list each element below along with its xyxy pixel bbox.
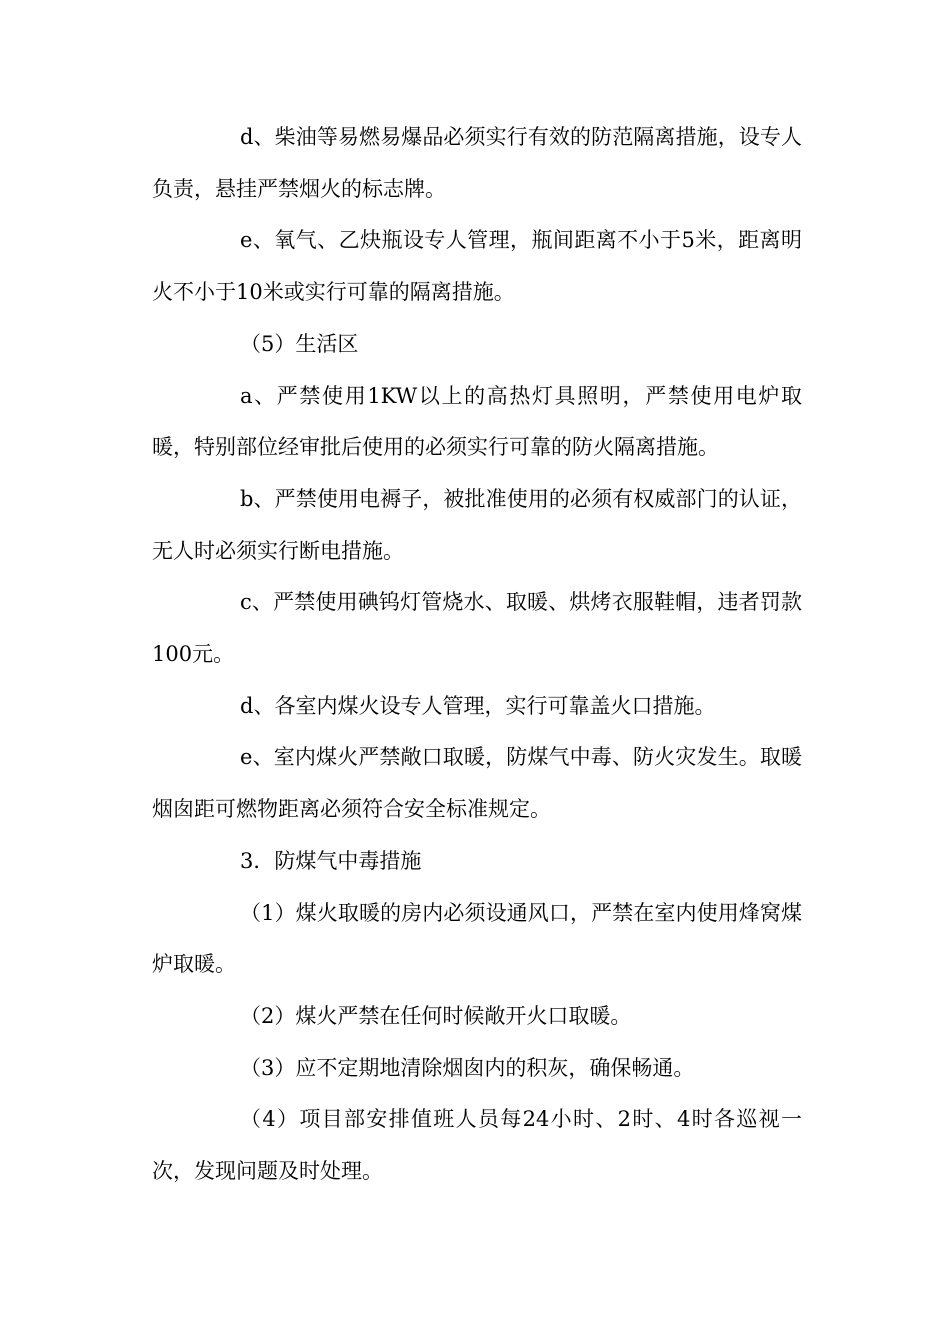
paragraph-electric-blanket: b、严禁使用电褥子，被批准使用的必须有权威部门的认证，无人时必须实行断电措施。	[152, 486, 802, 563]
paragraph-ventilation: （1）煤火取暖的房内必须设通风口，严禁在室内使用烽窝煤炉取暖。	[152, 900, 802, 977]
paragraph-diesel-isolation: d、柴油等易燃易爆品必须实行有效的防范隔离措施，设专人负责，悬挂严禁烟火的标志牌。	[152, 125, 802, 201]
document-body	[152, 112, 802, 1198]
paragraph-coal-fire-management: d、各室内煤火设专人管理，实行可靠盖火口措施。	[240, 693, 716, 718]
paragraph-open-coal-fire-ban: e、室内煤火严禁敞口取暖，防煤气中毒、防火灾发生。取暖烟囱距可燃物距离必须符合安全标准规定。	[152, 745, 802, 822]
section-heading-living-area: （5）生活区	[240, 331, 359, 356]
paragraph-oxygen-acetylene: e、氧气、乙炔瓶设专人管理，瓶间距离不小于5米，距离明火不小于10米或实行可靠的隔离措施。	[152, 228, 802, 305]
paragraph-fire-opening-ban: （2）煤火严禁在任何时候敞开火口取暖。	[240, 1003, 632, 1028]
section-heading-gas-poisoning: 3．防煤气中毒措施	[240, 848, 422, 873]
paragraph-chimney-cleaning: （3）应不定期地清除烟囱内的积灰，确保畅通。	[240, 1055, 695, 1080]
paragraph-lamp-heater-ban: a、严禁使用1KW以上的高热灯具照明，严禁使用电炉取暖，特别部位经审批后使用的必须实行可靠的防火隔离措施。	[152, 383, 802, 460]
paragraph-iodine-tungsten-lamp: c、严禁使用碘钨灯管烧水、取暖、烘烤衣服鞋帽，违者罚款100元。	[152, 590, 802, 667]
paragraph-patrol-schedule: （4）项目部安排值班人员每24小时、2时、4时各巡视一次，发现问题及时处理。	[152, 1107, 802, 1184]
